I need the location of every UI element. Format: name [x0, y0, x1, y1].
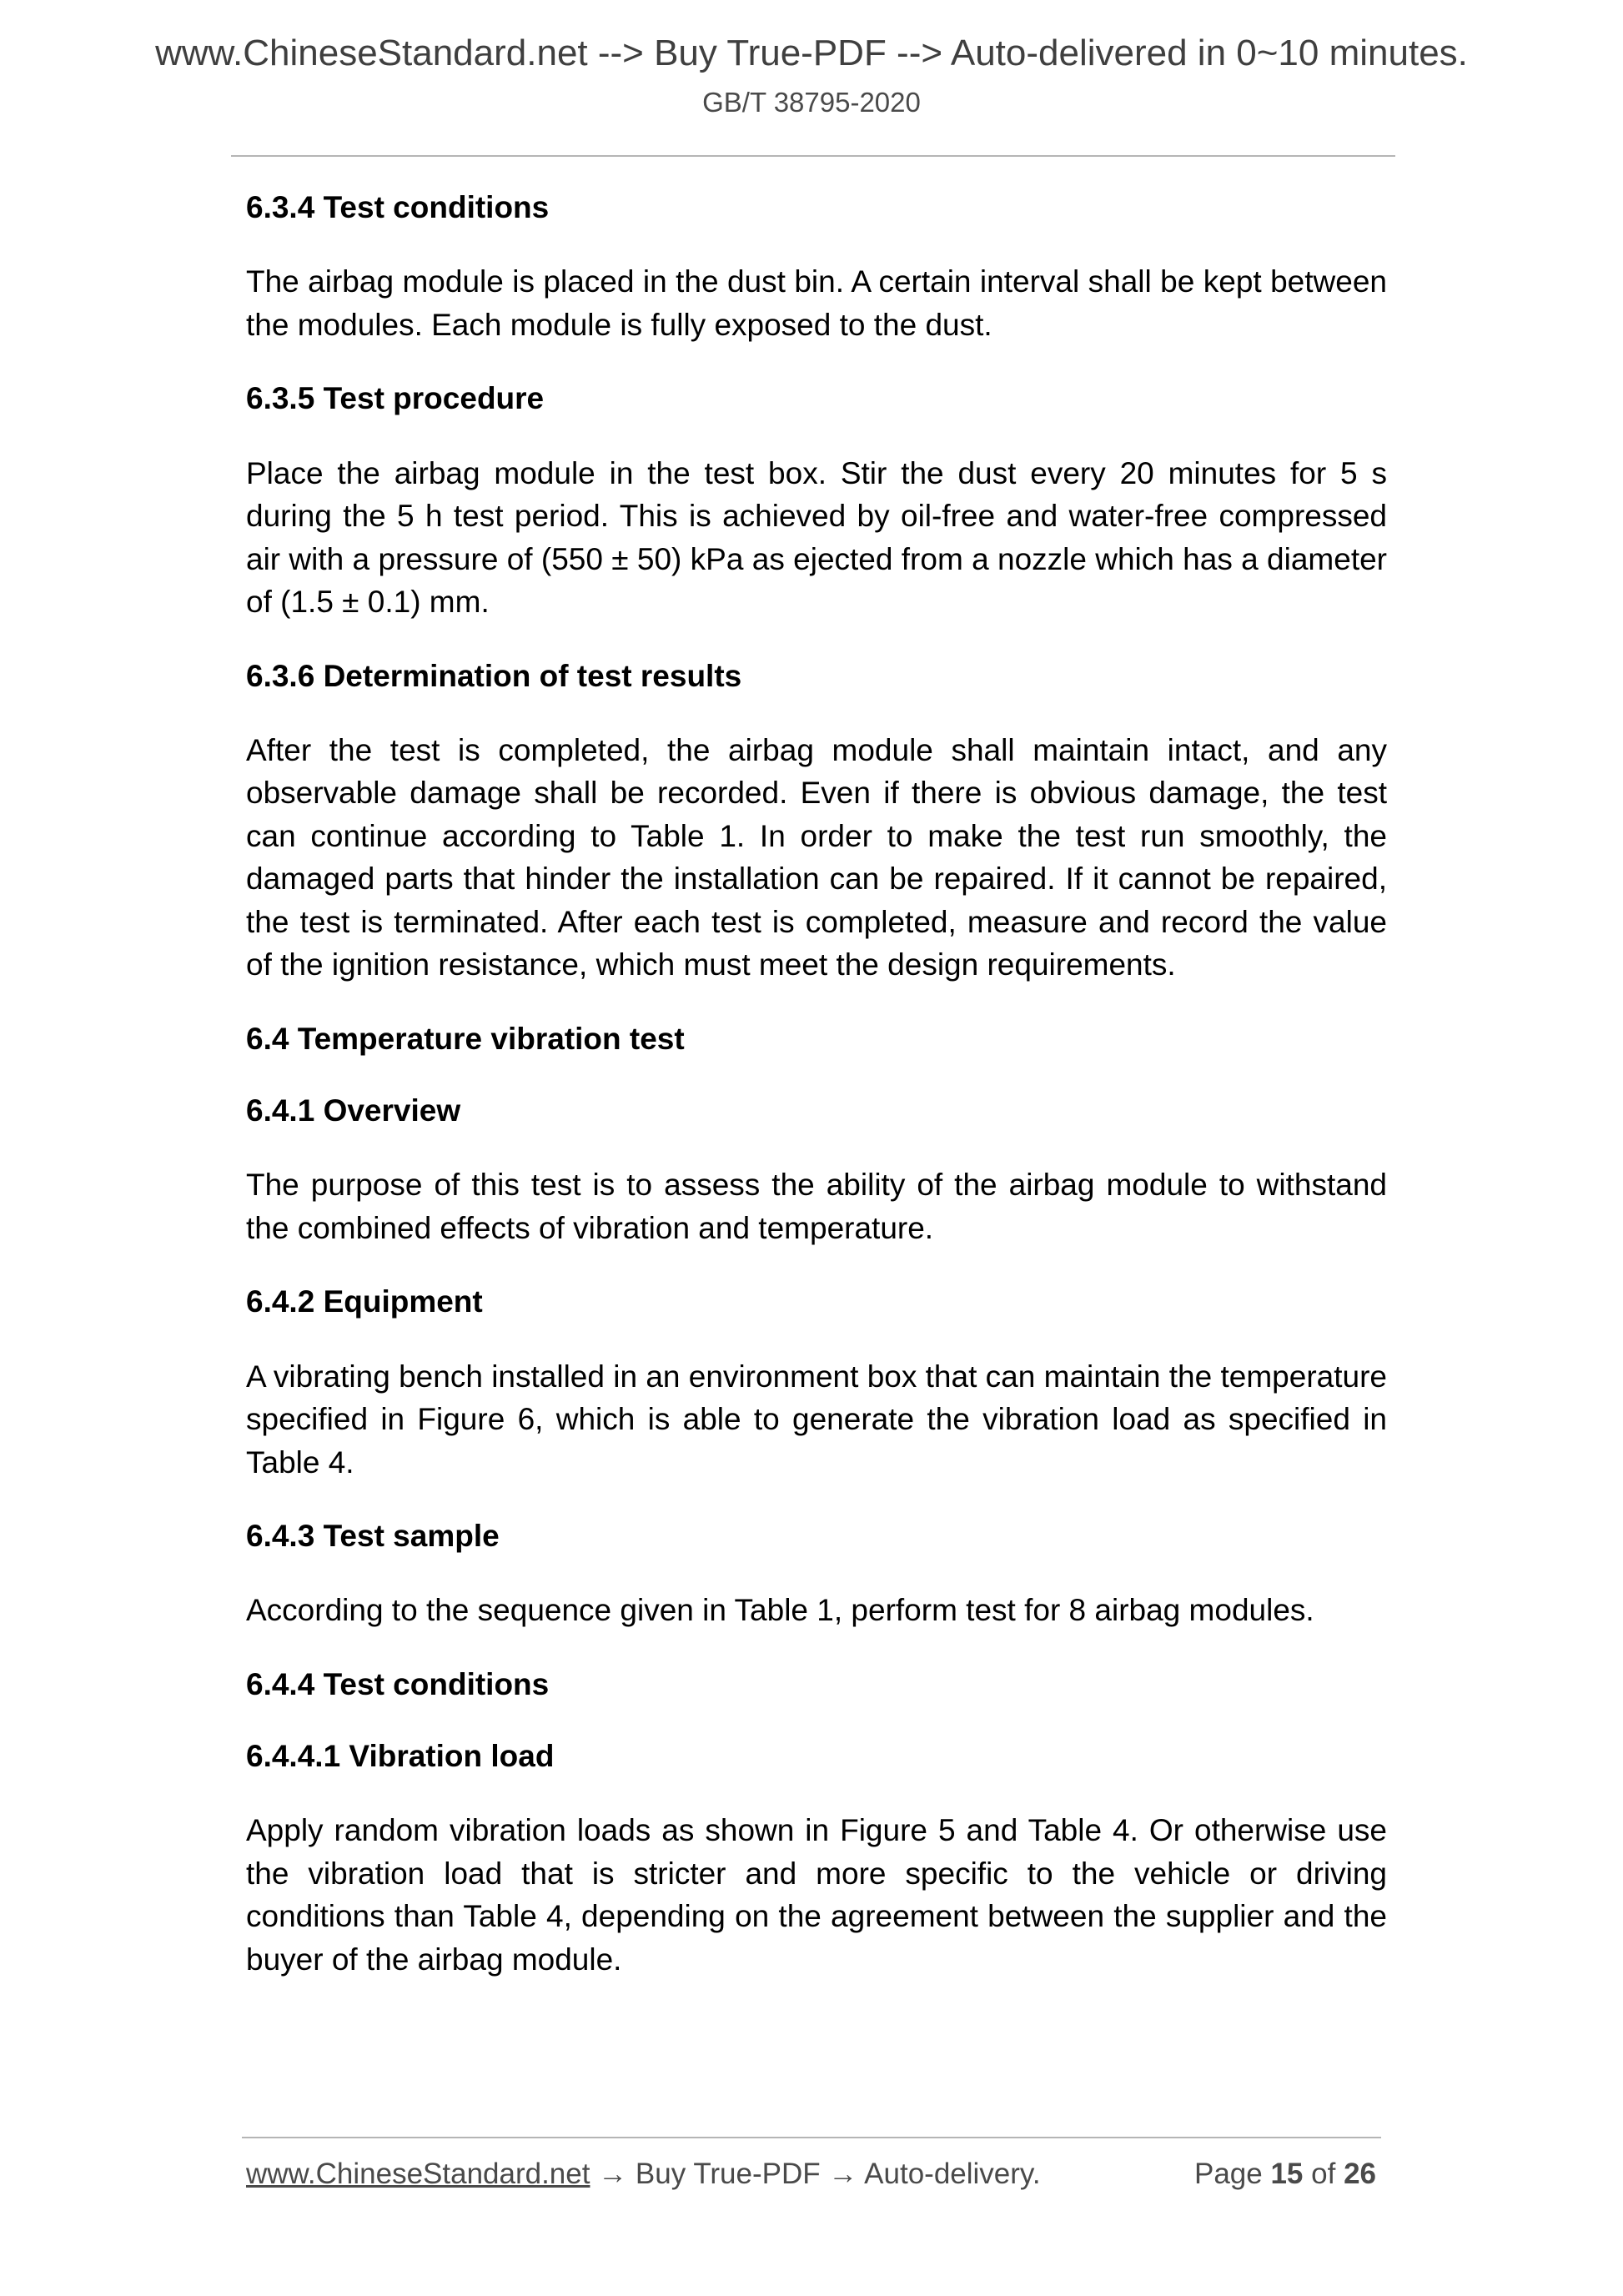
section-heading: 6.4.3 Test sample [246, 1519, 500, 1553]
body-paragraph: The purpose of this test is to assess the ability of the airbag module to withstand the combined effects of vibration and temperature. [246, 1168, 1387, 1245]
footer-divider [242, 2137, 1381, 2138]
of-word: of [1311, 2158, 1336, 2190]
section-heading: 6.3.4 Test conditions [246, 190, 550, 224]
section-heading: 6.4 Temperature vibration test [246, 1021, 685, 1056]
header-divider [231, 155, 1395, 157]
page-header [0, 32, 1623, 118]
body-paragraph: Apply random vibration loads as shown in Figure 5 and Table 4. Or otherwise use the vibration load that is stricter and more specific to the vehicle or driving conditions than Table 4, depending on the agreement between the supplier and the buyer of the airbag module. [246, 1813, 1387, 1977]
section-heading: 6.4.4 Test conditions [246, 1666, 550, 1701]
section-heading: 6.4.2 Equipment [246, 1284, 483, 1319]
current-page-number: 15 [1270, 2158, 1304, 2190]
section-heading: 6.4.1 Overview [246, 1093, 461, 1128]
section-heading: 6.3.5 Test procedure [246, 381, 545, 416]
page-indicator [1194, 2155, 1376, 2193]
page-word: Page [1193, 2158, 1263, 2190]
section-heading: 6.4.4.1 Vibration load [246, 1739, 555, 1773]
body-paragraph: Place the airbag module in the test box. Stir the dust every 20 minutes for 5 s during the 5 h test period. This is achieved by oil-free and water-free compressed air with a pressure of (550 ± 50) kPa as ejected from a nozzle which has a diameter of (1.5 ± 0.1) mm. [246, 455, 1387, 619]
body-paragraph: The airbag module is placed in the dust bin. A certain interval shall be kept between the modules. Each module is fully exposed to the dust. [246, 264, 1387, 342]
body-paragraph: According to the sequence given in Table 1, perform test for 8 airbag modules. [246, 1593, 1314, 1628]
document-body [246, 188, 1387, 2014]
total-page-count: 26 [1344, 2158, 1376, 2190]
footer-left [246, 2155, 1041, 2193]
document-code: GB/T 38795-2020 [702, 86, 921, 118]
section-heading: 6.3.6 Determination of test results [246, 658, 742, 693]
footer-link-suffix: → Buy True-PDF → Auto-delivery. [590, 2158, 1041, 2190]
body-paragraph: After the test is completed, the airbag module shall maintain intact, and any observable damage shall be recorded. Even if there is obvious damage, the test can continue according to Table 1. In order to make the test run smoothly, the damaged parts that hinder the installation can be repaired. If it cannot be repaired, the test is terminated. After each test is completed, measure and record the value of the ignition resistance, which must meet the design requirements. [246, 732, 1387, 982]
header-banner: www.ChineseStandard.net --> Buy True-PDF --> Auto-delivered in 0~10 minutes. [155, 33, 1468, 73]
body-paragraph: A vibrating bench installed in an environment box that can maintain the temperature specified in Figure 6, which is able to generate the vibration load as specified in Table 4. [246, 1359, 1387, 1480]
footer-website-link[interactable]: www.ChineseStandard.net [246, 2158, 590, 2190]
